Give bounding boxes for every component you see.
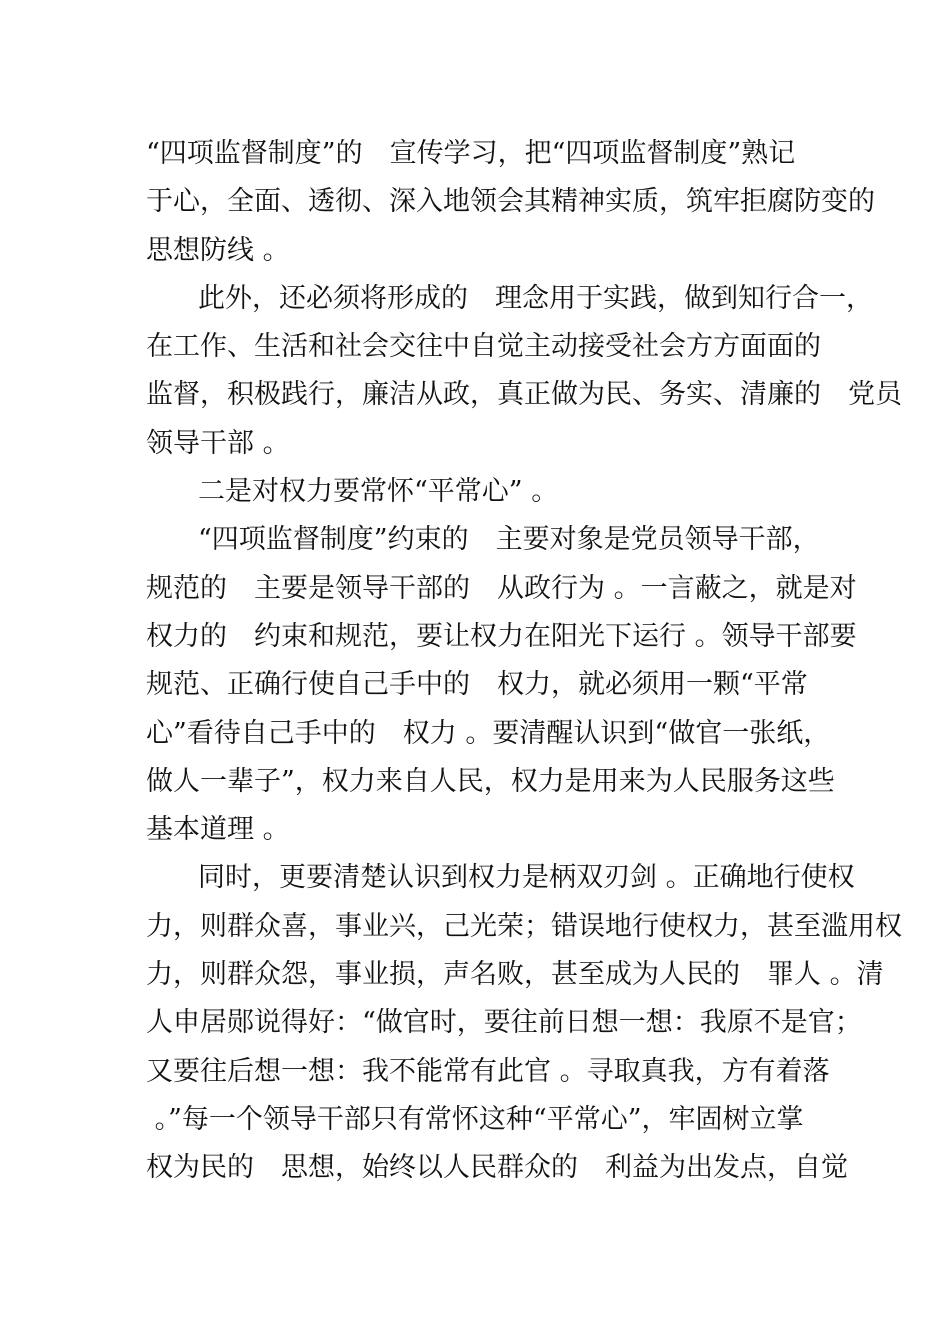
text-line: 规范的 主要是领导干部的 从政行为 。一言蔽之，就是对 xyxy=(146,572,857,604)
paragraph-start-line: 同时，更要清楚认识到权力是柄双刃剑 。正确地行使权 xyxy=(198,862,855,894)
text-line: 监督，积极践行，廉洁从政，真正做为民、务实、清廉的 党员 xyxy=(146,379,902,411)
text-line: 在工作、生活和社会交往中自觉主动接受社会方方面面的 xyxy=(146,331,821,363)
paragraph-start-line: “四项监督制度”约束的 主要对象是党员领导干部， xyxy=(198,524,820,556)
text-line: 心”看待自己手中的 权力 。要清醒认识到“做官一张纸， xyxy=(146,717,831,749)
text-line: 。”每一个领导干部只有常怀这种“平常心”，牢固树立掌 xyxy=(146,1103,804,1135)
text-line: 基本道理 。 xyxy=(146,814,290,846)
document-body xyxy=(146,130,902,1193)
text-line: 权为民的 思想，始终以人民群众的 利益为出发点，自觉 xyxy=(146,1152,848,1184)
text-line: 思想防线 。 xyxy=(146,234,290,266)
text-line: 做人一辈子”，权力来自人民，权力是用来为人民服务这些 xyxy=(146,765,835,797)
text-line: 领导干部 。 xyxy=(146,427,290,459)
paragraph-start-line: 此外，还必须将形成的 理念用于实践，做到知行合一， xyxy=(198,282,873,314)
text-line: 人申居郧说得好：“做官时，要往前日想一想：我原不是官； xyxy=(146,1007,862,1039)
section-heading-line: 二是对权力要常怀“平常心” 。 xyxy=(198,476,559,508)
text-line: 于心，全面、透彻、深入地领会其精神实质，筑牢拒腐防变的 xyxy=(146,186,875,218)
text-line: 力，则群众怨，事业损，声名败，甚至成为人民的 罪人 。清 xyxy=(146,959,884,991)
text-line: 规范、正确行使自己手中的 权力，就必须用一颗“平常 xyxy=(146,669,808,701)
text-line: “四项监督制度”的 宣传学习，把“四项监督制度”熟记 xyxy=(146,138,796,169)
text-line: 力，则群众喜，事业兴，己光荣；错误地行使权力，甚至滥用权 xyxy=(146,910,902,942)
text-line: 权力的 约束和规范，要让权力在阳光下运行 。领导干部要 xyxy=(146,620,857,652)
text-line: 又要往后想一想：我不能常有此官 。寻取真我，方有着落 xyxy=(146,1055,830,1087)
